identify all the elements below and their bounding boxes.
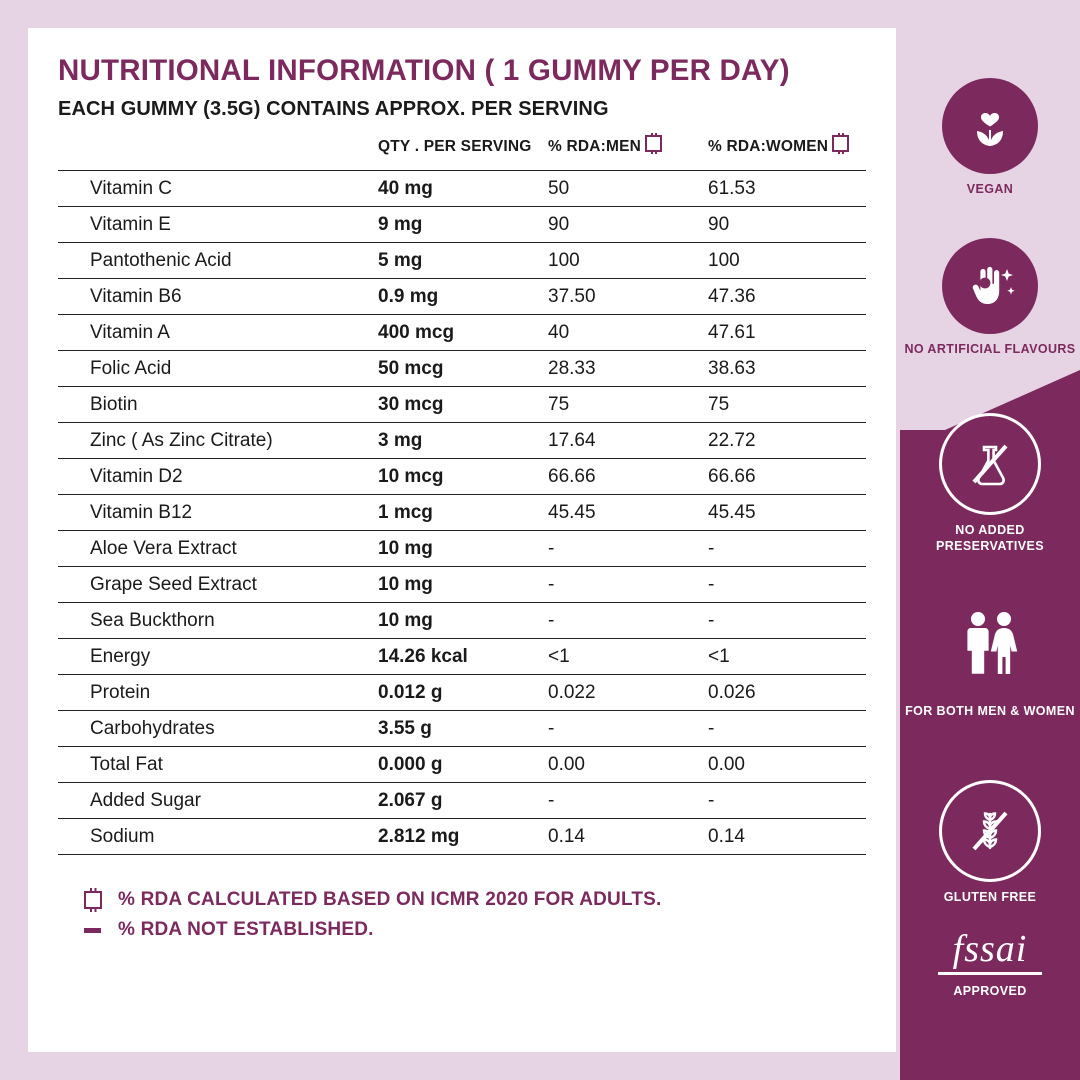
cell-qty: 10 mg xyxy=(378,531,548,567)
footnote-rda-basis xyxy=(84,889,866,911)
cell-nutrient: Folic Acid xyxy=(58,351,378,387)
column-header-rda-women: % RDA:WOMEN xyxy=(708,135,866,171)
cell-qty: 14.26 kcal xyxy=(378,639,548,675)
cell-rda-women: 100 xyxy=(708,243,866,279)
fssai-underline xyxy=(938,972,1042,975)
cell-rda-women: 22.72 xyxy=(708,423,866,459)
nutrition-table xyxy=(58,135,866,855)
cell-rda-women: 66.66 xyxy=(708,459,866,495)
rda-box-icon xyxy=(84,891,118,909)
badge-list xyxy=(900,0,1080,1080)
cell-rda-men: 66.66 xyxy=(548,459,708,495)
cell-nutrient: Vitamin B12 xyxy=(58,495,378,531)
cell-qty: 0.9 mg xyxy=(378,279,548,315)
side-badge-panel xyxy=(900,0,1080,1080)
table-row xyxy=(58,567,866,603)
cell-rda-men: 0.022 xyxy=(548,675,708,711)
table-row xyxy=(58,783,866,819)
cell-nutrient: Sodium xyxy=(58,819,378,855)
cell-rda-women: 90 xyxy=(708,207,866,243)
cell-nutrient: Vitamin C xyxy=(58,171,378,207)
cell-qty: 3.55 g xyxy=(378,711,548,747)
no-flask-icon xyxy=(939,413,1041,515)
cell-rda-men: 37.50 xyxy=(548,279,708,315)
table-row xyxy=(58,315,866,351)
badge-label: APPROVED xyxy=(953,984,1027,998)
page-title: NUTRITIONAL INFORMATION ( 1 GUMMY PER DAY) xyxy=(58,54,790,87)
cell-rda-women: <1 xyxy=(708,639,866,675)
cell-nutrient: Zinc ( As Zinc Citrate) xyxy=(58,423,378,459)
cell-rda-women: - xyxy=(708,603,866,639)
cell-rda-men: 0.00 xyxy=(548,747,708,783)
table-row xyxy=(58,495,866,531)
cell-qty: 0.012 g xyxy=(378,675,548,711)
cell-rda-men: 90 xyxy=(548,207,708,243)
cell-rda-men: - xyxy=(548,567,708,603)
cell-nutrient: Energy xyxy=(58,639,378,675)
cell-qty: 30 mcg xyxy=(378,387,548,423)
cell-rda-women: - xyxy=(708,711,866,747)
cell-nutrient: Added Sugar xyxy=(58,783,378,819)
table-row xyxy=(58,747,866,783)
cell-rda-men: 40 xyxy=(548,315,708,351)
cell-rda-women: 38.63 xyxy=(708,351,866,387)
cell-qty: 400 mcg xyxy=(378,315,548,351)
cell-rda-men: 0.14 xyxy=(548,819,708,855)
cell-rda-women: - xyxy=(708,567,866,603)
cell-qty: 50 mcg xyxy=(378,351,548,387)
cell-qty: 3 mg xyxy=(378,423,548,459)
badge-label: NO ADDED PRESERVATIVES xyxy=(935,523,1044,553)
cell-nutrient: Grape Seed Extract xyxy=(58,567,378,603)
table-row xyxy=(58,819,866,855)
cell-qty: 10 mg xyxy=(378,567,548,603)
cell-nutrient: Carbohydrates xyxy=(58,711,378,747)
cell-rda-men: <1 xyxy=(548,639,708,675)
footnote-text: % RDA CALCULATED BASED ON ICMR 2020 FOR ADULTS. xyxy=(118,889,662,910)
footnotes xyxy=(58,889,866,941)
cell-rda-men: 17.64 xyxy=(548,423,708,459)
cell-nutrient: Pantothenic Acid xyxy=(58,243,378,279)
fssai-wordmark: fssai xyxy=(952,928,1028,970)
table-row xyxy=(58,711,866,747)
cell-qty: 10 mg xyxy=(378,603,548,639)
man-woman-icon xyxy=(942,600,1038,696)
no-wheat-icon xyxy=(939,780,1041,882)
column-header-rda-men: % RDA:MEN xyxy=(548,135,708,171)
cell-nutrient: Vitamin B6 xyxy=(58,279,378,315)
cell-qty: 2.067 g xyxy=(378,783,548,819)
cell-nutrient: Aloe Vera Extract xyxy=(58,531,378,567)
cell-rda-men: 28.33 xyxy=(548,351,708,387)
badge-no-artificial-flavours xyxy=(900,238,1080,358)
footnote-rda-not-established xyxy=(84,919,866,941)
table-row xyxy=(58,279,866,315)
badge-fssai-approved xyxy=(900,930,1080,1000)
fssai-icon xyxy=(900,930,1080,975)
table-row xyxy=(58,243,866,279)
cell-nutrient: Total Fat xyxy=(58,747,378,783)
page-subtitle: EACH GUMMY (3.5G) CONTAINS APPROX. PER SERVING xyxy=(58,98,609,120)
footnote-text: % RDA NOT ESTABLISHED. xyxy=(118,919,374,940)
badge-vegan xyxy=(900,78,1080,198)
cell-rda-men: - xyxy=(548,711,708,747)
table-row xyxy=(58,387,866,423)
cell-nutrient: Sea Buckthorn xyxy=(58,603,378,639)
badge-gluten-free xyxy=(900,780,1080,906)
table-row xyxy=(58,207,866,243)
cell-rda-women: - xyxy=(708,531,866,567)
cell-rda-men: 50 xyxy=(548,171,708,207)
cell-qty: 2.812 mg xyxy=(378,819,548,855)
badge-for-both-men-women xyxy=(900,600,1080,720)
rda-box-icon xyxy=(645,135,662,152)
cell-qty: 1 mcg xyxy=(378,495,548,531)
badge-label: FOR BOTH MEN & WOMEN xyxy=(905,704,1075,718)
cell-rda-women: 0.14 xyxy=(708,819,866,855)
cell-rda-men: - xyxy=(548,783,708,819)
badge-no-added-preservatives xyxy=(900,413,1080,554)
table-row xyxy=(58,531,866,567)
cell-rda-men: 75 xyxy=(548,387,708,423)
table-row xyxy=(58,639,866,675)
cell-rda-men: 100 xyxy=(548,243,708,279)
table-header-row xyxy=(58,135,866,171)
cell-qty: 9 mg xyxy=(378,207,548,243)
dash-icon xyxy=(84,928,118,933)
cell-nutrient: Biotin xyxy=(58,387,378,423)
cell-nutrient: Protein xyxy=(58,675,378,711)
column-header-qty: QTY . PER SERVING xyxy=(378,138,532,155)
badge-label: GLUTEN FREE xyxy=(943,890,1037,904)
cell-rda-women: - xyxy=(708,783,866,819)
column-header-nutrient xyxy=(58,135,378,171)
nutrition-card xyxy=(28,28,896,1052)
heart-leaf-icon xyxy=(942,78,1038,174)
table-row xyxy=(58,351,866,387)
table-row xyxy=(58,423,866,459)
rda-box-icon xyxy=(832,135,849,152)
cell-rda-women: 47.36 xyxy=(708,279,866,315)
badge-label: VEGAN xyxy=(966,182,1014,196)
table-row xyxy=(58,603,866,639)
cell-rda-women: 75 xyxy=(708,387,866,423)
badge-label: NO ARTIFICIAL FLAVOURS xyxy=(904,342,1076,356)
cell-rda-men: - xyxy=(548,603,708,639)
cell-qty: 40 mg xyxy=(378,171,548,207)
cell-qty: 0.000 g xyxy=(378,747,548,783)
table-row xyxy=(58,171,866,207)
cell-rda-men: - xyxy=(548,531,708,567)
cell-rda-women: 47.61 xyxy=(708,315,866,351)
cell-nutrient: Vitamin D2 xyxy=(58,459,378,495)
cell-qty: 5 mg xyxy=(378,243,548,279)
table-row xyxy=(58,459,866,495)
ok-hand-icon xyxy=(942,238,1038,334)
cell-nutrient: Vitamin A xyxy=(58,315,378,351)
cell-rda-women: 61.53 xyxy=(708,171,866,207)
cell-qty: 10 mcg xyxy=(378,459,548,495)
cell-rda-women: 0.026 xyxy=(708,675,866,711)
table-row xyxy=(58,675,866,711)
cell-nutrient: Vitamin E xyxy=(58,207,378,243)
cell-rda-women: 45.45 xyxy=(708,495,866,531)
table-body xyxy=(58,171,866,855)
cell-rda-women: 0.00 xyxy=(708,747,866,783)
cell-rda-men: 45.45 xyxy=(548,495,708,531)
